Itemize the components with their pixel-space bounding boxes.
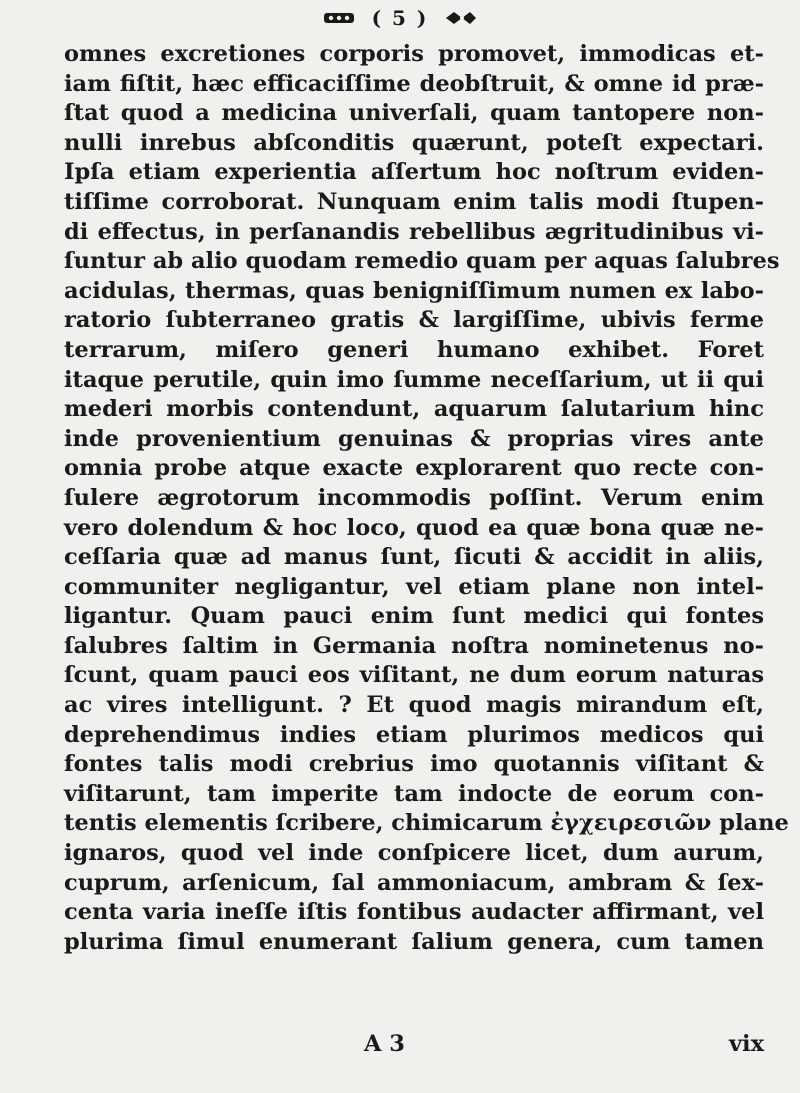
text-line: ſtat quod a medicina univerſali, quam tantopere non-	[64, 100, 764, 127]
text-line: viſitarunt, tam imperite tam indocte de eorum con-	[64, 780, 764, 807]
printer-ornament-icon	[444, 9, 478, 27]
catchword: vix	[728, 1031, 764, 1057]
text-line: omnes excretiones corporis promovet, immodicas et-	[64, 41, 764, 67]
text-line: mederi morbis contendunt, aquarum ſalutarium hinc	[64, 396, 764, 423]
body-text	[64, 40, 789, 957]
text-line: ligantur. Quam pauci enim ſunt medici qui fontes	[64, 603, 764, 630]
text-line: omnia probe atque exacte explorarent quo recte con-	[64, 455, 764, 482]
text-line: ceſſaria quæ ad manus ſunt, ſicuti & accidit in aliis,	[64, 544, 764, 571]
text-line: deprehendimus indies etiam plurimos medicos qui	[64, 721, 764, 748]
text-line: acidulas, thermas, quas benigniſſimum numen ex labo-	[64, 277, 764, 304]
text-line: tiſſime corroborat. Nunquam enim talis modi ſtupen-	[64, 188, 764, 215]
text-line: Ipſa etiam experientia aſſertum hoc noſtrum eviden-	[64, 159, 764, 186]
page-header	[0, 4, 800, 30]
text-line: plurima ſimul enumerant ſalium genera, cum tamen	[64, 928, 764, 955]
text-line: ratorio ſubterraneo gratis & largiſſime, ubivis ferme	[64, 307, 764, 334]
text-line: ſcunt, quam pauci eos viſitant, ne dum eorum naturas	[64, 662, 764, 689]
signature-mark: A 3	[364, 1031, 405, 1057]
text-line: terrarum, miſero generi humano exhibet. Foret	[64, 336, 764, 363]
text-line: inde provenientium genuinas & proprias vires ante	[64, 425, 764, 452]
text-line: ac vires intelligunt. ? Et quod magis mirandum eſt,	[64, 692, 764, 719]
page-footer	[64, 1031, 764, 1061]
text-line: ignaros, quod vel inde conſpicere licet, dum aurum,	[64, 840, 764, 867]
text-line: ſulere ægrotorum incommodis poſſint. Verum enim	[64, 484, 764, 511]
text-line: itaque perutile, quin imo ſumme neceſſarium, ut ii qui	[64, 366, 764, 393]
text-line: ſalubres ſaltim in Germania noſtra nominetenus no-	[64, 632, 764, 659]
text-line: di effectus, in perſanandis rebellibus ægritudinibus vi-	[64, 218, 764, 245]
text-line: centa varia ineſſe iſtis fontibus audacter affirmant, vel	[64, 899, 764, 926]
text-line: iam fiſtit, hæc efficaciſſime deobſtruit, & omne id præ-	[64, 70, 764, 97]
text-line: vero dolendum & hoc loco, quod ea quæ bona quæ ne-	[64, 514, 764, 541]
text-line: fontes talis modi crebrius imo quotannis viſitant &	[64, 751, 764, 778]
text-line: cuprum, arſenicum, ſal ammoniacum, ambram & ſex-	[64, 869, 764, 896]
text-line: tentis elementis ſcribere, chimicarum ἐγχειρεσιῶν plane	[64, 810, 789, 837]
text-line: ſuntur ab alio quodam remedio quam per aquas ſalubres	[64, 248, 780, 275]
text-line: nulli inrebus abſconditis quærunt, poteſt expectari.	[64, 129, 764, 156]
printer-ornament-icon	[322, 9, 356, 27]
text-line: communiter negligantur, vel etiam plane non intel-	[64, 573, 764, 600]
page-number: ( 5 )	[371, 6, 429, 30]
